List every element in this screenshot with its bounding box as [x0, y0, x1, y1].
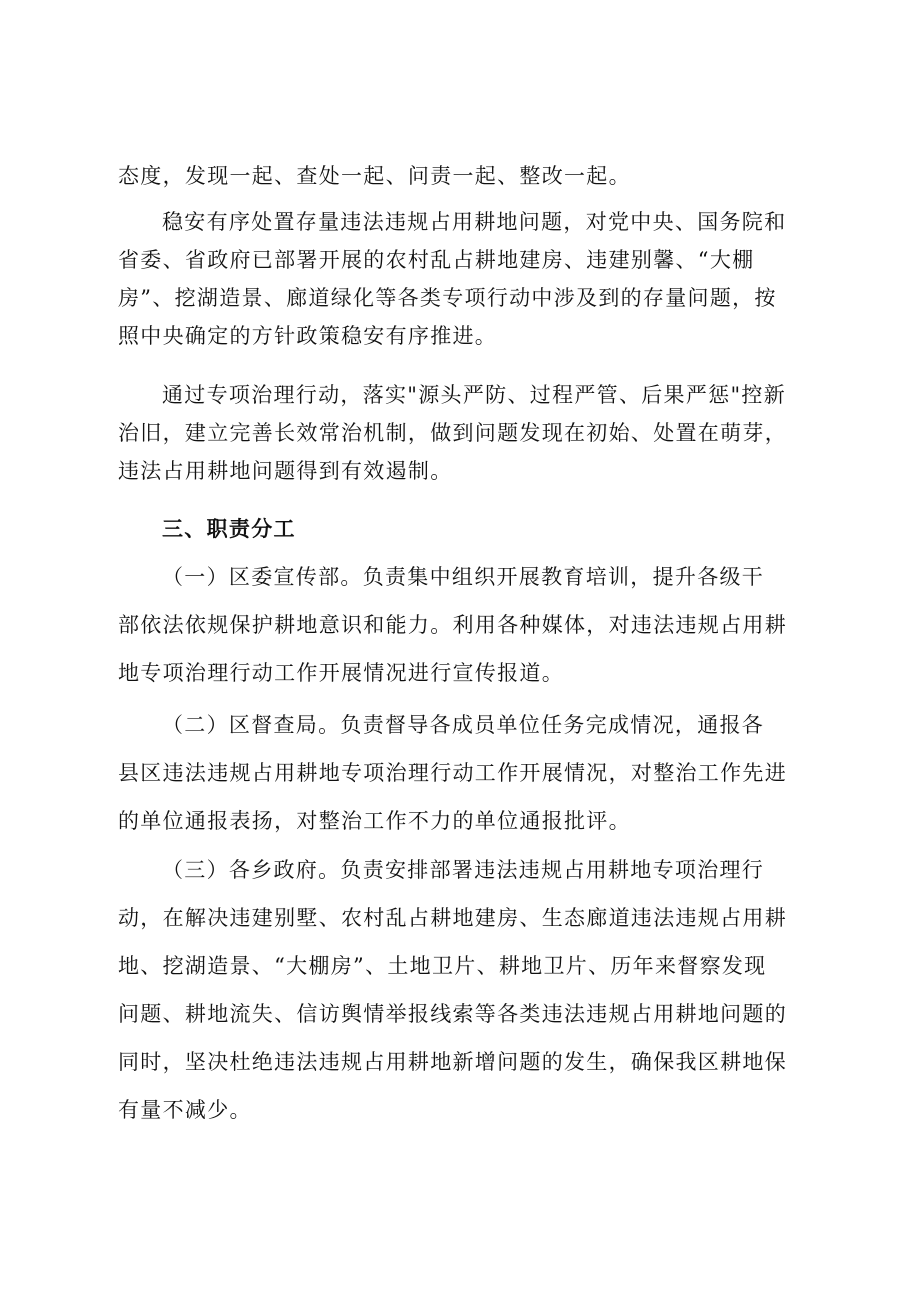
text-line: 县区违法违规占用耕地专项治理行动工作开展情况，对整治工作先进	[118, 761, 787, 785]
text-line: 态度，发现一起、查处一起、问责一起、整改一起。	[118, 164, 631, 188]
text-line: 地专项治理行动工作开展情况进行宣传报道。	[118, 661, 564, 685]
paragraph-existing-issues	[118, 203, 818, 355]
text-line: （一）区委宣传部。负责集中组织开展教育培训，提升各级干	[162, 565, 765, 589]
text-line: 治旧，建立完善长效常治机制，做到问题发现在初始、处置在萌芽，	[118, 421, 787, 445]
text-line: 同时，坚决杜绝违法违规占用耕地新增问题的发生，确保我区耕地保	[118, 1050, 787, 1074]
paragraph-publicity-dept	[118, 553, 818, 697]
text-line: 的单位通报表扬，对整治工作不力的单位通报批评。	[118, 809, 631, 833]
text-line: 动，在解决违建别墅、农村乱占耕地建房、生态廊道违法违规占用耕	[118, 906, 787, 930]
text-line: 问题、耕地流失、信访舆情举报线索等各类违法违规占用耕地问题的	[118, 1002, 787, 1026]
paragraph-township-governments	[118, 846, 818, 1134]
paragraph-continuation	[118, 157, 818, 195]
text-line: 稳安有序处置存量违法违规占用耕地问题，对党中央、国务院和	[162, 210, 787, 234]
text-line: 房”、挖湖造景、廊道绿化等各类专项行动中涉及到的存量问题，按	[118, 286, 777, 310]
text-line: 违法占用耕地问题得到有效遏制。	[118, 459, 453, 483]
section-heading-responsibilities: 三、职责分工	[162, 517, 296, 541]
text-line: 省委、省政府已部署开展的农村乱占耕地建房、违建别馨、“大棚	[118, 248, 755, 272]
text-line: 通过专项治理行动，落实"源头严防、过程严管、后果严惩"控新	[162, 383, 787, 407]
text-line: 部依法依规保护耕地意识和能力。利用各种媒体，对违法违规占用耕	[118, 613, 787, 637]
text-line: （二）区督查局。负责督导各成员单位任务完成情况，通报各	[162, 713, 765, 737]
text-line: （三）各乡政府。负责安排部署违法违规占用耕地专项治理行	[162, 858, 765, 882]
text-line: 有量不减少。	[118, 1098, 252, 1122]
paragraph-governance	[118, 376, 818, 490]
text-line: 照中央确定的方针政策稳安有序推进。	[118, 324, 498, 348]
paragraph-inspection-bureau	[118, 701, 818, 845]
text-line: 地、挖湖造景、“大棚房”、土地卫片、耕地卫片、历年来督察发现	[118, 954, 767, 978]
